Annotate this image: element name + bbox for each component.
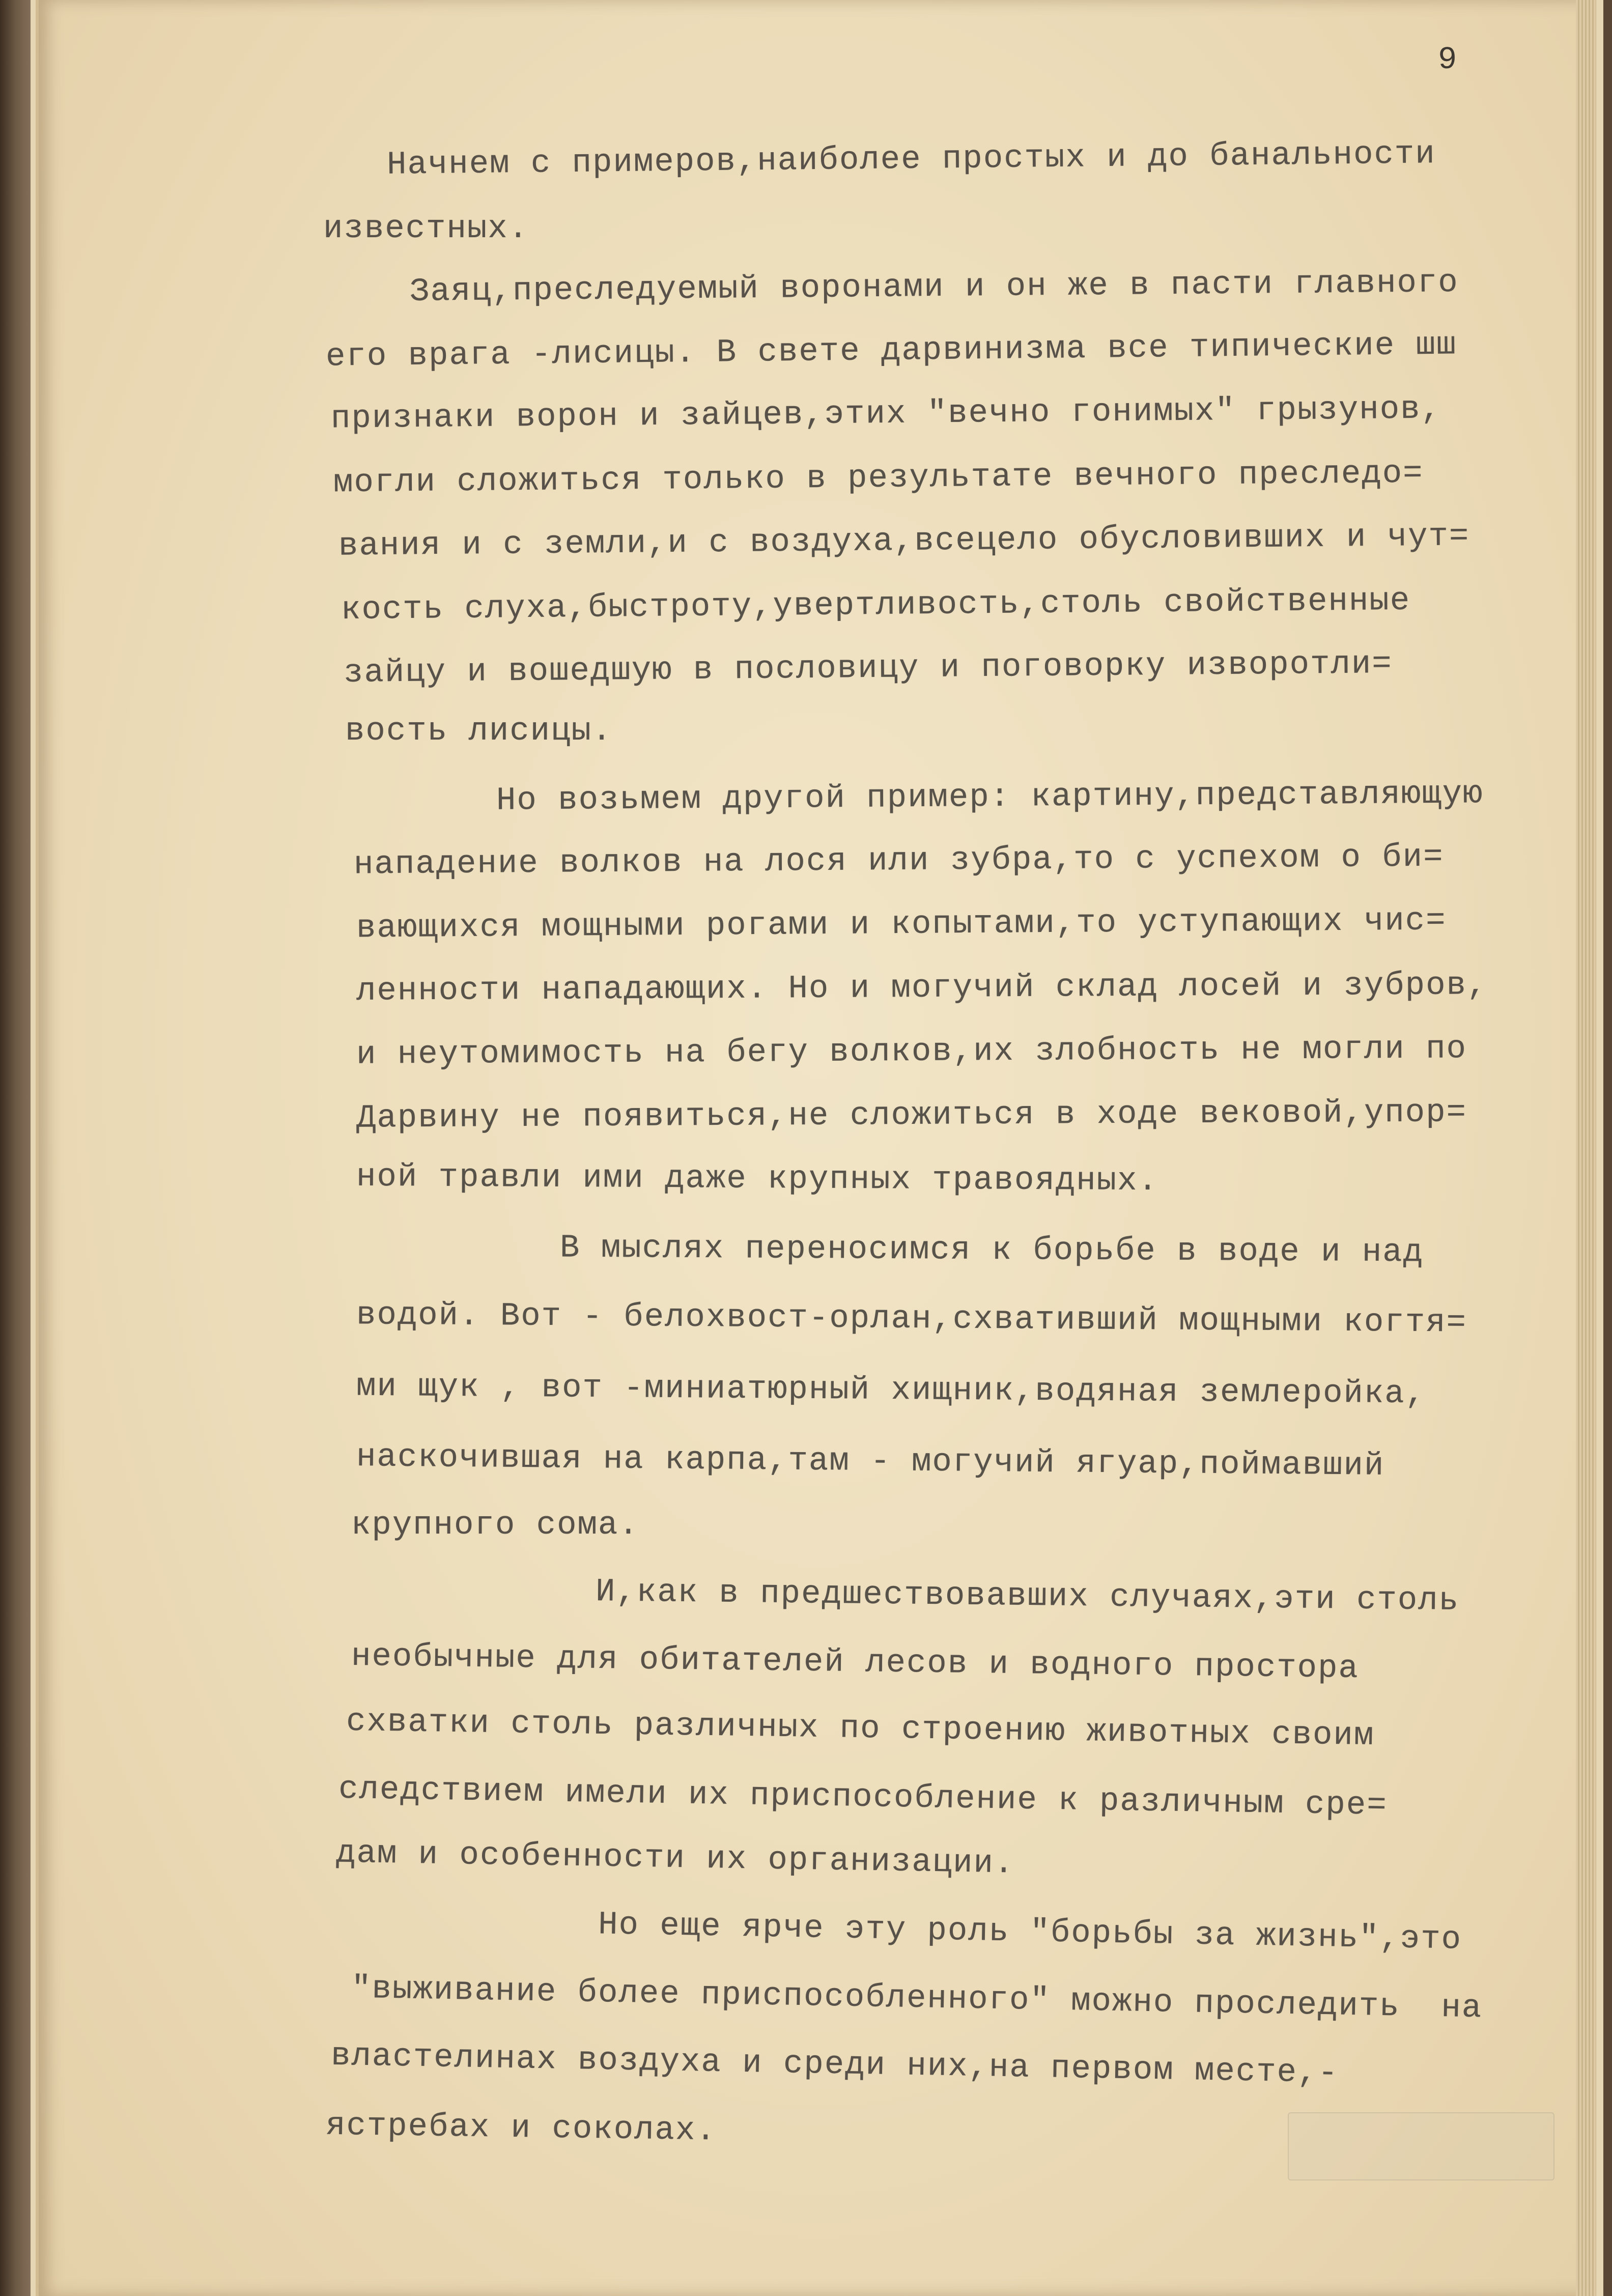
text-line: "выживание более приспособленного" можно проследить на: [351, 1970, 1483, 2027]
text-line: Дарвину не появиться,не сложиться в ходе вековой,упор=: [356, 1094, 1467, 1137]
text-line: нападение волков на лося или зубра,то с успехом о би=: [353, 839, 1444, 884]
text-line: крупного сома.: [351, 1507, 639, 1544]
page-edges: [1576, 0, 1596, 2296]
text-line: кость слуха,быстроту,увертливость,столь свойственные: [341, 582, 1411, 629]
text-line: могли сложиться только в результате вечного преследо=: [333, 455, 1424, 502]
text-line: водой. Вот - белохвост-орлан,схвативший мощными когтя=: [356, 1297, 1467, 1342]
text-line: дам и особенности их организации.: [335, 1835, 1015, 1883]
text-line: Начнем с примеров,наиболее простых и до банальности: [386, 136, 1436, 184]
text-line: Но еще ярче эту роль "борьбы за жизнь",это: [598, 1907, 1462, 1959]
archive-stamp: [1288, 2112, 1554, 2180]
text-line: Заяц,преследуемый воронами и он же в пасти главного: [409, 265, 1459, 310]
text-line: ленности нападающих. Но и могучий склад лосей и зубров,: [356, 967, 1488, 1010]
text-line: ястребах и соколах.: [325, 2107, 717, 2150]
text-line: необычные для обитателей лесов и водного простора: [351, 1638, 1360, 1688]
text-line: наскочившая на карпа,там - могучий ягуар,поймавший: [356, 1439, 1385, 1485]
text-line: Но возьмем другой пример: картину,представляющую: [496, 776, 1484, 819]
text-line: ми щук , вот -миниатюрный хищник,водяная землеройка,: [356, 1368, 1426, 1413]
page-number: 9: [1438, 42, 1457, 78]
text-line: схватки столь различных по строению животных своим: [346, 1703, 1375, 1755]
text-line: его врага -лисицы. В свете дарвинизма все типические шш: [325, 327, 1457, 376]
text-line: зайцу и вошедшую в пословицу и поговорку изворотли=: [343, 646, 1393, 692]
text-line: вающихся мощными рогами и копытами,то уступающих чис=: [356, 902, 1447, 947]
text-line: известных.: [323, 211, 529, 247]
text-line: властелинах воздуха и среди них,на первом месте,-: [330, 2037, 1339, 2092]
text-line: ной травли ими даже крупных травоядных.: [356, 1158, 1159, 1200]
text-line: вость лисицы.: [345, 713, 613, 750]
text-line: и неутомимость на бегу волков,их злобность не могли по: [356, 1031, 1467, 1073]
text-line: признаки ворон и зайцев,этих "вечно гонимых" грызунов,: [330, 391, 1442, 438]
text-line: В мыслях переносимся к борьбе в воде и над: [559, 1230, 1424, 1271]
text-line: следствием имели их приспособление к различным сре=: [338, 1771, 1388, 1825]
text-line: вания и с земли,и с воздуха,всецело обусловивших и чут=: [338, 518, 1470, 565]
text-line: И,как в предшествовавших случаях,эти столь: [595, 1574, 1460, 1620]
